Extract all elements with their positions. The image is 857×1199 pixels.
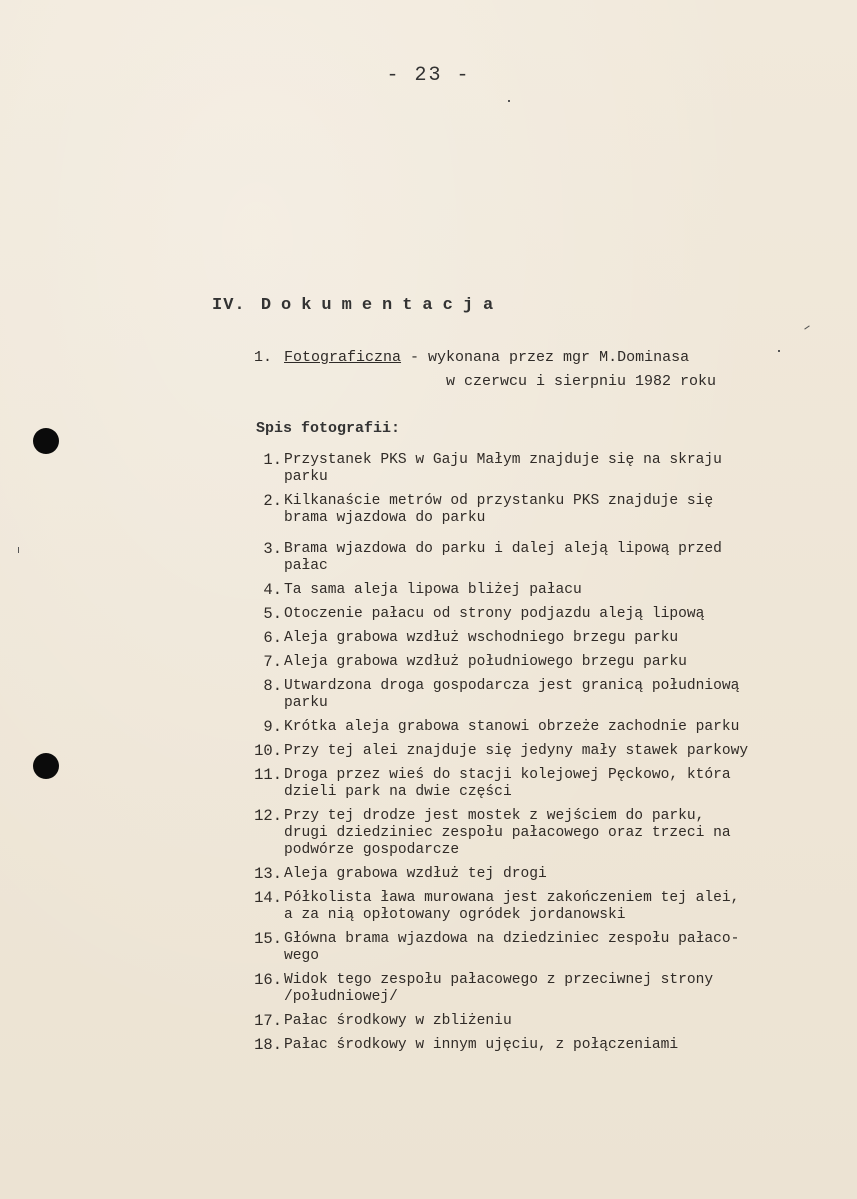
page-number: - 23 - xyxy=(386,64,471,87)
photo-list xyxy=(238,452,848,1061)
ink-speck xyxy=(804,325,809,329)
list-item-number: 18. xyxy=(254,1036,282,1054)
list-item xyxy=(238,890,848,924)
list-item xyxy=(238,743,848,760)
list-item-number: 2. xyxy=(263,492,282,510)
list-item-text: Aleja grabowa wzdłuż wschodniego brzegu parku xyxy=(284,630,679,646)
list-item-text: Droga przez wieś do stacji kolejowej Pęckowo, która dzieli park na dwie części xyxy=(284,767,731,800)
photo-list-heading: Spis fotografii: xyxy=(256,420,401,437)
list-item xyxy=(238,808,848,859)
list-item-number: 10. xyxy=(254,742,282,760)
list-item-text: Aleja grabowa wzdłuż południowego brzegu parku xyxy=(284,654,687,670)
list-item-text: Otoczenie pałacu od strony podjazdu aleją lipową xyxy=(284,606,705,622)
list-item-number: 1. xyxy=(263,451,282,469)
list-item xyxy=(238,606,848,623)
list-item-text: Przystanek PKS w Gaju Małym znajduje się na skraju parku xyxy=(284,452,722,485)
list-item-number: 9. xyxy=(263,718,282,736)
ink-speck xyxy=(508,100,510,102)
list-item-number: 4. xyxy=(263,581,282,599)
list-item-number: 5. xyxy=(263,605,282,623)
list-item-number: 14. xyxy=(254,889,282,907)
list-item-text: Przy tej alei znajduje się jedyny mały stawek parkowy xyxy=(284,743,749,759)
list-item-text: Widok tego zespołu pałacowego z przeciwnej strony /południowej/ xyxy=(284,972,714,1005)
list-item-number: 13. xyxy=(254,865,282,883)
subsection-title: Fotograficzna xyxy=(284,349,402,366)
list-item-text: Przy tej drodze jest mostek z wejściem do parku, drugi dziedziniec zespołu pałacowego oraz trzeci na podwórze gospodarcze xyxy=(284,808,731,858)
list-item-text: Utwardzona droga gospodarcza jest granicą południową parku xyxy=(284,678,740,711)
list-item-number: 16. xyxy=(254,971,282,989)
subsection-entry xyxy=(254,346,717,390)
list-item xyxy=(238,452,848,486)
subsection-text: - wykonana przez mgr M.Dominasa xyxy=(401,349,690,366)
list-item-number: 15. xyxy=(254,930,282,948)
list-item xyxy=(238,541,848,575)
list-item-number: 12. xyxy=(254,807,282,825)
list-item xyxy=(238,767,848,801)
list-item xyxy=(238,931,848,965)
list-item xyxy=(238,1037,848,1054)
list-item-text: Główna brama wjazdowa na dziedziniec zespołu pałaco- wego xyxy=(284,931,740,964)
list-item xyxy=(238,493,848,527)
section-title: Dokumentacja xyxy=(260,296,504,315)
list-item xyxy=(238,972,848,1006)
ink-speck xyxy=(18,547,19,553)
list-item-text: Aleja grabowa wzdłuż tej drogi xyxy=(284,866,547,882)
list-item-text: Pałac środkowy w innym ujęciu, z połączeniami xyxy=(284,1037,679,1053)
list-item xyxy=(238,719,848,736)
list-item-number: 17. xyxy=(254,1012,282,1030)
list-item-number: 11. xyxy=(254,766,282,784)
list-item-text: Półkolista ława murowana jest zakończeniem tej alei, a za nią opłotowany ogródek jordanowski xyxy=(284,890,740,923)
list-item-text: Kilkanaście metrów od przystanku PKS znajduje się brama wjazdowa do parku xyxy=(284,493,714,526)
subsection-number: 1. xyxy=(254,349,273,366)
list-item-text: Pałac środkowy w zbliżeniu xyxy=(284,1013,512,1029)
list-item xyxy=(238,630,848,647)
section-roman-numeral: IV. xyxy=(212,296,246,315)
list-item xyxy=(238,1013,848,1030)
list-item xyxy=(238,654,848,671)
list-item xyxy=(238,582,848,599)
list-item-text: Brama wjazdowa do parku i dalej aleją lipową przed pałac xyxy=(284,541,722,574)
ink-speck xyxy=(778,350,780,352)
subsection-text-continued: w czerwcu i sierpniu 1982 roku xyxy=(446,373,717,390)
list-item-text: Ta sama aleja lipowa bliżej pałacu xyxy=(284,582,582,598)
list-item xyxy=(238,866,848,883)
list-item-number: 3. xyxy=(263,540,282,558)
list-item-text: Krótka aleja grabowa stanowi obrzeże zachodnie parku xyxy=(284,719,740,735)
list-item-number: 6. xyxy=(263,629,282,647)
punch-hole-top xyxy=(33,428,59,454)
list-item-number: 7. xyxy=(263,653,282,671)
punch-hole-bottom xyxy=(33,753,59,779)
section-heading xyxy=(212,296,503,315)
list-item xyxy=(238,678,848,712)
list-item-number: 8. xyxy=(263,677,282,695)
